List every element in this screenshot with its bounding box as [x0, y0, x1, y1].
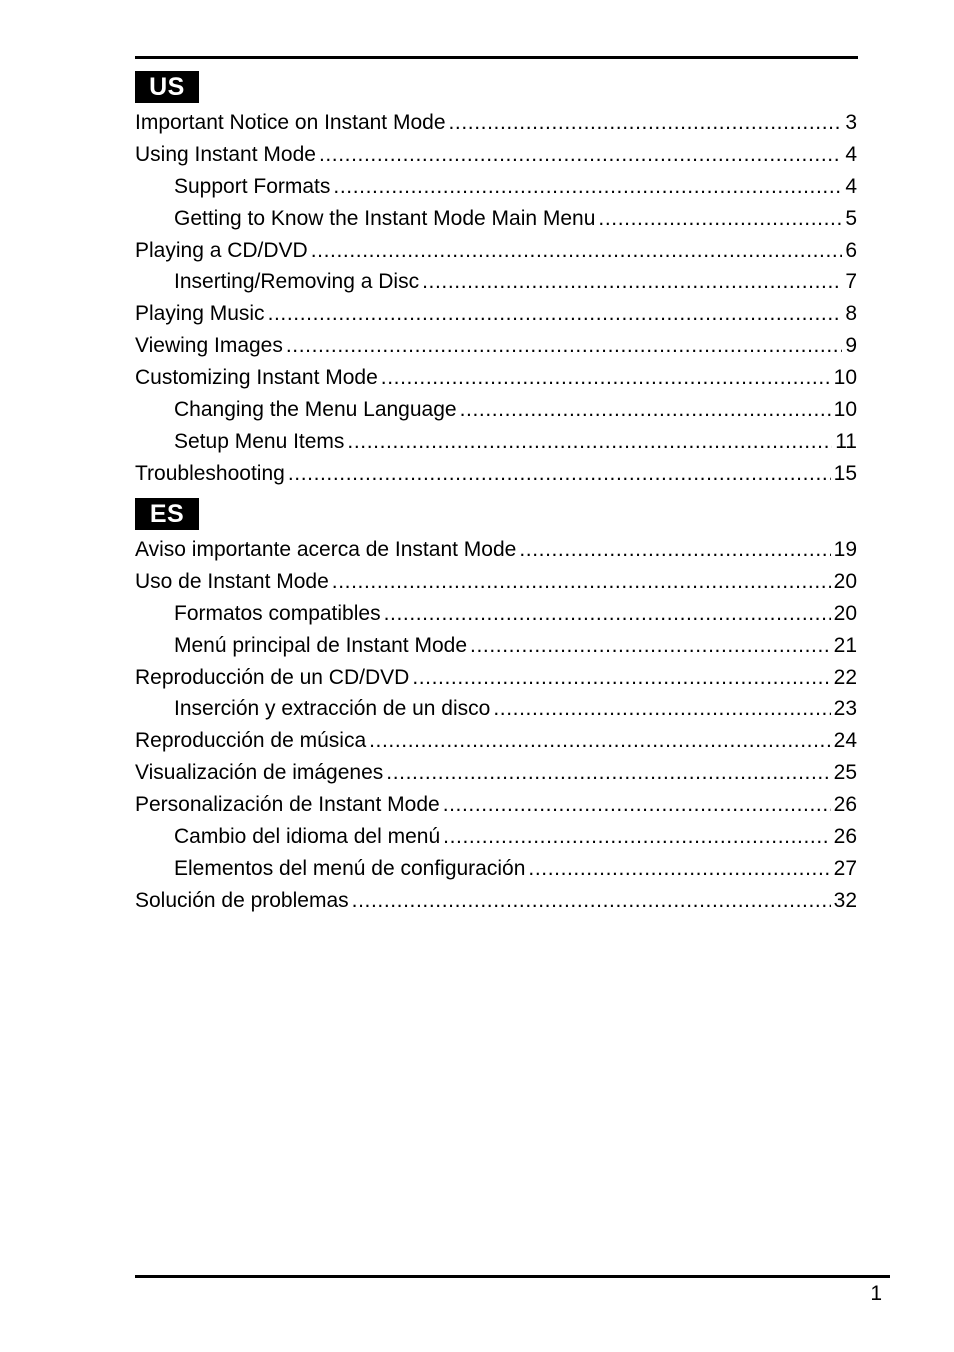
toc-entry[interactable] [135, 885, 857, 917]
toc-entry-title: Inserting/Removing a Disc [174, 270, 420, 294]
dot-leader [528, 853, 830, 885]
toc-entry-page: 4 [845, 142, 857, 166]
language-badge-us: US [135, 71, 199, 103]
dot-leader [381, 362, 831, 394]
toc-entry-title: Menú principal de Instant Mode [174, 633, 468, 657]
toc-entry[interactable] [135, 298, 857, 330]
toc-section-es [135, 498, 857, 917]
dot-leader [311, 235, 843, 267]
dot-leader [443, 821, 831, 853]
toc-entry-title: Troubleshooting [135, 461, 285, 485]
dot-leader [333, 171, 842, 203]
dot-leader [319, 139, 842, 171]
toc-entry-title: Getting to Know the Instant Mode Main Menu [174, 206, 596, 230]
dot-leader [384, 598, 831, 630]
toc-entry-title: Uso de Instant Mode [135, 569, 329, 593]
toc-entry-page: 11 [835, 429, 857, 453]
dot-leader [412, 662, 830, 694]
toc-entry-title: Support Formats [174, 174, 331, 198]
toc-entry[interactable] [135, 266, 857, 298]
dot-leader [460, 394, 831, 426]
toc-entry[interactable] [135, 630, 857, 662]
dot-leader [598, 203, 842, 235]
toc-entry-title: Elementos del menú de configuración [174, 856, 526, 880]
toc-entry-page: 6 [845, 238, 857, 262]
dot-leader [386, 757, 830, 789]
toc-entry-page: 4 [845, 174, 857, 198]
dot-leader [369, 725, 831, 757]
toc-entry[interactable] [135, 235, 857, 267]
toc-entry[interactable] [135, 139, 857, 171]
toc-entry[interactable] [135, 757, 857, 789]
toc-entry[interactable] [135, 693, 857, 725]
dot-leader [493, 693, 830, 725]
toc-entry[interactable] [135, 566, 857, 598]
toc-entry[interactable] [135, 598, 857, 630]
toc-entry[interactable] [135, 426, 857, 458]
toc-entries-es [135, 534, 857, 917]
toc-entry-page: 22 [833, 665, 857, 689]
toc-entry-page: 20 [833, 601, 857, 625]
dot-leader [519, 534, 830, 566]
toc-entry[interactable] [135, 821, 857, 853]
toc-entry-page: 19 [833, 538, 857, 561]
toc-entry-title: Reproducción de música [135, 729, 367, 753]
toc-entry-page: 21 [833, 633, 857, 657]
toc-entry[interactable] [135, 107, 857, 139]
toc-entry-page: 5 [845, 206, 857, 230]
toc-entry-title: Playing a CD/DVD [135, 238, 308, 262]
toc-entries-us [135, 107, 857, 490]
top-rule [135, 56, 858, 59]
toc-entry-page: 10 [833, 366, 857, 390]
toc-entry-page: 25 [833, 761, 857, 785]
toc-entry-title: Changing the Menu Language [174, 398, 457, 422]
dot-leader [286, 330, 842, 362]
toc-entry-title: Aviso importante acerca de Instant Mode [135, 538, 517, 561]
toc-entry-page: 15 [833, 461, 857, 485]
toc-entry-title: Visualización de imágenes [135, 761, 384, 785]
language-badge-es: ES [135, 498, 199, 530]
toc-entry-page: 32 [833, 888, 857, 912]
bottom-rule [135, 1275, 890, 1278]
toc-entry-page: 9 [845, 334, 857, 358]
dot-leader [422, 266, 842, 298]
toc-entry[interactable] [135, 203, 857, 235]
toc-entry[interactable] [135, 330, 857, 362]
dot-leader [268, 298, 843, 330]
toc-entry-title: Personalización de Instant Mode [135, 793, 440, 817]
dot-leader [332, 566, 831, 598]
toc-entry[interactable] [135, 534, 857, 566]
toc-entry[interactable] [135, 394, 857, 426]
toc-entry[interactable] [135, 789, 857, 821]
toc-entry-page: 3 [845, 111, 857, 134]
toc-entry-page: 8 [845, 302, 857, 326]
toc-entry[interactable] [135, 362, 857, 394]
toc-entry[interactable] [135, 853, 857, 885]
dot-leader [449, 107, 843, 139]
page-number: 1 [870, 1282, 882, 1305]
toc-section-us [135, 71, 857, 490]
toc-entry-title: Customizing Instant Mode [135, 366, 378, 390]
toc-entry-title: Important Notice on Instant Mode [135, 111, 446, 134]
toc-entry-title: Cambio del idioma del menú [174, 825, 441, 849]
toc-entry-page: 10 [833, 398, 857, 422]
dot-leader [288, 458, 831, 490]
dot-leader [347, 426, 832, 458]
toc-entry-page: 23 [833, 697, 857, 721]
toc-entry-page: 27 [833, 856, 857, 880]
dot-leader [443, 789, 831, 821]
toc-entry-page: 26 [833, 825, 857, 849]
toc-entry-title: Inserción y extracción de un disco [174, 697, 491, 721]
toc-entry[interactable] [135, 458, 857, 490]
dot-leader [470, 630, 831, 662]
toc-entry-title: Formatos compatibles [174, 601, 381, 625]
toc-entry[interactable] [135, 171, 857, 203]
toc-entry-title: Playing Music [135, 302, 265, 326]
toc-entry-page: 24 [833, 729, 857, 753]
toc-entry-page: 26 [833, 793, 857, 817]
toc-entry-title: Viewing Images [135, 334, 283, 358]
toc-entry-title: Using Instant Mode [135, 142, 316, 166]
toc-entry-page: 20 [833, 569, 857, 593]
toc-entry-title: Setup Menu Items [174, 429, 345, 453]
toc-entry[interactable] [135, 662, 857, 694]
toc-entry[interactable] [135, 725, 857, 757]
dot-leader [352, 885, 831, 917]
toc-entry-title: Reproducción de un CD/DVD [135, 665, 410, 689]
toc-entry-title: Solución de problemas [135, 888, 349, 912]
toc-entry-page: 7 [845, 270, 857, 294]
